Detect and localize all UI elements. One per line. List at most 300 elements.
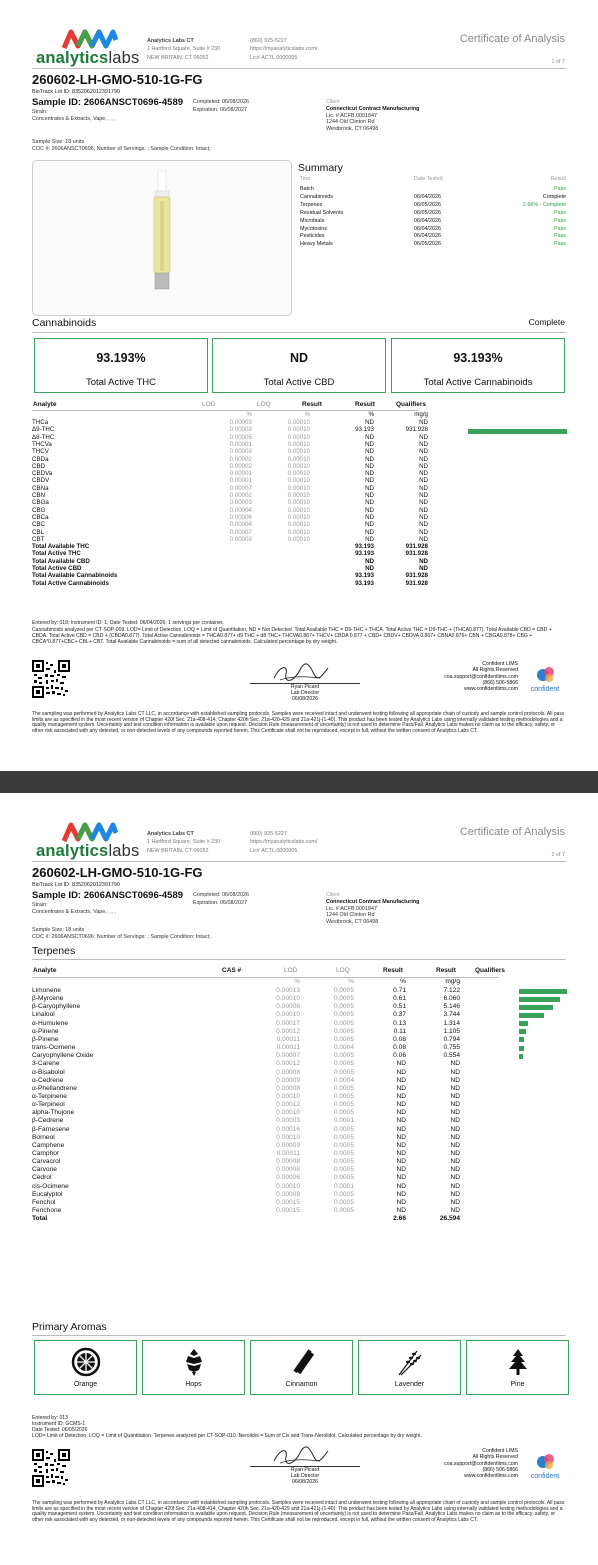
result-mg: ND [450, 1109, 460, 1117]
table-row [32, 448, 428, 456]
analyte-name: Δ8-THC [32, 433, 55, 441]
result-pct: ND [396, 1158, 406, 1166]
loq-value: 0.00010 [287, 440, 310, 448]
result-pct: ND [365, 477, 374, 485]
lod-value: 0.00003 [229, 419, 252, 426]
total-mg: ND [419, 565, 428, 572]
result-mg: ND [450, 1084, 460, 1092]
summary-test: Mycotoxins [300, 225, 327, 232]
aroma-pine: Pine [466, 1340, 569, 1395]
table-row [32, 1183, 472, 1191]
result-pct: ND [396, 1166, 406, 1174]
result-pct: ND [365, 535, 374, 543]
total-pct: 93.193 [355, 579, 374, 587]
analyte-name: α-Terpineol [32, 1101, 65, 1109]
analyte-name: Eucalyptol [32, 1190, 63, 1198]
terpene-bar [519, 1021, 528, 1026]
result-mg: ND [419, 448, 428, 456]
summary-row [298, 233, 566, 240]
analyte-name: CBCa [32, 513, 49, 521]
lod-value: 0.00009 [276, 1076, 300, 1084]
confident-logo: confident [525, 1453, 565, 1485]
result-pct: ND [365, 521, 374, 529]
loq-value: 0.0005 [333, 1052, 354, 1060]
result-pct: ND [396, 1174, 406, 1182]
lod-value: 0.00001 [229, 440, 252, 448]
result-pct: ND [396, 1182, 406, 1190]
result-pct: ND [365, 528, 374, 536]
terpene-bar [519, 1054, 523, 1059]
total-mg: 931.928 [405, 572, 428, 580]
table-row [32, 995, 472, 1003]
lod-value: 0.00010 [276, 1133, 300, 1141]
client-info: Client Connecticut Contract Manufacturing Lic. # ACFB.0001847 1244 Old Clinton Rd Westbrook, CT 06498 [326, 892, 420, 926]
analyte-name: α-Phellandrene [32, 1084, 77, 1092]
analyte-name: CBD [32, 462, 46, 470]
table-row [32, 987, 472, 995]
table-row [32, 1044, 472, 1052]
result-pct: ND [396, 1141, 406, 1149]
analyte-name: CBT [32, 535, 45, 543]
lab-website-link[interactable]: https://myanalyticslabs.com/ [250, 839, 318, 846]
cannabinoids-title: Cannabinoids [32, 317, 97, 329]
aroma-hops: Hops [142, 1340, 245, 1395]
loq-value: 0.00010 [287, 455, 310, 463]
disclaimer: The sampling was performed by Analytics Labs CT LLC, in accordance with established sampling protocols. Samples were received intact and underwent testing following all appropriate chain of custody and sample control protocols. All pass limits are as specified in the most recent version of Chapter 420f Sec. 21a-408-414, Chapter 420h Sec. 21a-420-429 and 21a-421j-(1-40). This product has been tested by Analytics Labs using internally validated testing methodologies and a quality management system. Uncertainty and test condition information is available upon request. Decision Rule (measurement of uncertainty) is not used to determine Pass/Fail. Analytics Labs makes no claim as to the efficacy, safety, or other risk associated with any detected, or non-detected levels of any compounds reported herein. This Certificate shall not be reproduced, except in full, without the written consent of Analytics Labs CT. [32, 711, 565, 734]
total-pct: 2.66 [393, 1215, 406, 1223]
strain-info: Strain: Concentrates & Extracts, Vape, , , , [32, 902, 116, 915]
signature-icon [270, 662, 330, 684]
lod-value: 0.00013 [276, 987, 300, 994]
result-mg: ND [419, 499, 428, 507]
result-pct: ND [396, 1150, 406, 1157]
footnote-definitions: Cannabinoids analyzed per CT-SOP-009. LOD= Limit of Detection, LOQ = Limit of Quantitation, ND = Not Detected. Total Available THC = D9-THC + THCA. Total Active THC = D9-THC + (THCA0.877). Total Available CBD = CBD + CBDA. Total Active CBD = CBD + (CBDA0.877). Total Active Cannabinoids = THCA0.877+ d9 THC + d8 THC+ THCVA0.867+ THCV+ CBDA 0.877 + CBD+ CBDV+ CBDVA 0.867+ CBNA0.876+ CBN + CBGA0.878+ CBG + CBCA*0.877+CBC+ CBL+ CBT. Total Available Cannabinoids = sum of all detected cannabinoids. Calculated percentage by dry weight. [32, 627, 552, 646]
qr-code-icon[interactable] [32, 1449, 70, 1487]
loq-value: 0.0005 [333, 1092, 354, 1100]
lavender-icon [395, 1347, 425, 1377]
loq-value: 0.0005 [333, 1198, 354, 1206]
loq-value: 0.0004 [333, 1044, 354, 1052]
result-pct: 0.11 [393, 1027, 406, 1035]
table-row [32, 1060, 472, 1068]
result-mg: ND [450, 1190, 460, 1198]
lod-value: 0.00006 [229, 513, 252, 521]
result-pct: 0.06 [393, 1052, 406, 1060]
result-mg: ND [419, 492, 428, 499]
loq-value: 0.0005 [333, 1207, 354, 1215]
lod-value: 0.00008 [276, 1068, 300, 1076]
analyte-name: THCV [32, 448, 49, 456]
result-mg: ND [419, 433, 428, 441]
lod-value: 0.00010 [276, 1092, 300, 1100]
result-pct: ND [365, 499, 374, 507]
terpene-bar [519, 1013, 544, 1018]
result-mg: 3.744 [443, 1011, 460, 1019]
divider [32, 1335, 566, 1336]
summary-result: Pass [554, 209, 566, 216]
summary-row [298, 202, 566, 209]
result-pct: 0.13 [393, 1019, 406, 1027]
result-mg: ND [419, 477, 428, 485]
loq-value: 0.0005 [333, 1141, 354, 1149]
col-cas: CAS # [222, 967, 242, 974]
summary-date: 06/04/2026 [414, 217, 441, 224]
terpenes-title: Terpenes [32, 945, 76, 957]
lod-value: 0.00003 [276, 1117, 300, 1125]
col-analyte: Analyte [33, 967, 57, 974]
table-row [32, 433, 428, 441]
table-row [32, 1036, 472, 1044]
loq-value: 0.0005 [333, 1019, 354, 1027]
total-row [32, 565, 428, 572]
loq-value: 0.0005 [333, 1125, 354, 1133]
result-mg: ND [450, 1101, 460, 1109]
lod-value: 0.00005 [229, 433, 252, 441]
result-mg: 1.105 [443, 1027, 460, 1035]
result-mg: 7.122 [443, 987, 460, 994]
loq-value: 0.0005 [333, 1166, 354, 1174]
loq-value: 0.0005 [333, 1190, 354, 1198]
summary-date: 06/05/2026 [414, 201, 441, 208]
table-row [32, 1093, 472, 1101]
lims-website-link[interactable]: www.confidentlims.com [464, 1473, 518, 1480]
total-pct: ND [365, 557, 374, 565]
result-mg: 6.060 [443, 995, 460, 1003]
table-row [32, 1166, 472, 1174]
total-name: Total Available THC [32, 543, 90, 551]
result-pct: ND [396, 1076, 406, 1084]
table-row [32, 1069, 472, 1077]
total-row [32, 1215, 472, 1223]
terpene-bar [519, 1046, 524, 1051]
terpene-bar [519, 1029, 526, 1034]
analyte-name: CBDa [32, 455, 49, 463]
table-row [32, 1174, 472, 1182]
lod-value: 0.00007 [229, 484, 252, 492]
analyte-name: CBGa [32, 499, 49, 507]
table-row [32, 1085, 472, 1093]
analyte-name: α-Terpinene [32, 1092, 67, 1100]
table-row [32, 1077, 472, 1085]
total-name: Total Available Cannabinoids [32, 572, 118, 580]
result-mg: ND [450, 1166, 460, 1174]
result-pct: 0.08 [393, 1044, 406, 1052]
total-active-cbd-box: ND Total Active CBD [212, 338, 386, 393]
footnote-entered: Entered by: 019; Instrument ID: 1; Date Tested: 06/04/2026; 1 servings per container. [32, 620, 224, 626]
result-pct: ND [396, 1190, 406, 1198]
terpene-bar [519, 1037, 524, 1042]
lod-value: 0.00010 [276, 1109, 300, 1117]
table-row [32, 1109, 472, 1117]
result-mg: ND [419, 521, 428, 529]
analyte-name: Caryophyllene Oxide [32, 1052, 94, 1060]
loq-value: 0.00010 [287, 513, 310, 521]
summary-row [298, 210, 566, 217]
analyte-name: Carvacrol [32, 1158, 61, 1166]
result-pct: ND [365, 484, 374, 492]
loq-value: 0.0005 [333, 987, 354, 994]
table-row [32, 1150, 472, 1158]
analyte-name: CBDV [32, 477, 50, 485]
summary-test: Cannabinoids [300, 193, 333, 200]
lod-value: 0.00003 [229, 499, 252, 507]
loq-value: 0.00010 [287, 528, 310, 536]
summary-test: Microbials [300, 217, 325, 224]
col-analyte: Analyte [33, 401, 57, 408]
table-row [32, 1142, 472, 1150]
confident-logo-icon [537, 666, 555, 684]
logo-text: analyticslabs [36, 49, 140, 67]
table-row [32, 1126, 472, 1134]
table-row [32, 477, 428, 485]
result-mg: ND [450, 1141, 460, 1149]
analyte-name: cis-Ocimene [32, 1182, 69, 1190]
table-row [32, 1117, 472, 1125]
units-row: % % % mg/g [246, 411, 428, 418]
product-photo [32, 160, 292, 316]
lod-value: 0.00006 [276, 1003, 300, 1011]
analyte-name: CBG [32, 506, 46, 514]
orange-icon [71, 1347, 101, 1377]
total-row [32, 550, 428, 558]
result-pct: ND [396, 1060, 406, 1068]
footnote-entered: Entered by: 013 Instrument ID: GCMS-1 Date Tested: 06/05/2026 LOD= Limit of Detection, LOQ = Limit of Quantitation. Terpenes analyzed per CT-SOP-010. Nerolidol = Sum of Cis and Trans-Nerolidol. Calculated percentage by dry weight. [32, 1415, 422, 1440]
result-mg: ND [419, 455, 428, 463]
result-pct: 0.51 [393, 1003, 406, 1011]
aroma-orange: Orange [34, 1340, 137, 1395]
result-mg: ND [450, 1158, 460, 1166]
test-dates: Completed: 06/08/2026 Expiration: 06/08/2027 [193, 892, 250, 906]
result-mg: 1.314 [443, 1019, 460, 1027]
summary-test: Residual Solvents [300, 209, 344, 216]
lod-value: 0.00011 [276, 1150, 300, 1157]
lod-value: 0.00003 [229, 426, 252, 434]
table-row [32, 1101, 472, 1109]
result-mg: ND [450, 1125, 460, 1133]
result-pct: 0.08 [393, 1035, 406, 1043]
primary-aromas-title: Primary Aromas [32, 1321, 107, 1333]
divider [32, 959, 566, 960]
table-row [32, 470, 428, 478]
lab-address: Analytics Labs CT 1 Hartford Square, Suite # 230 NEW BRITAIN, CT 06052 [147, 38, 221, 61]
analyte-name: trans-Ocimene [32, 1044, 76, 1052]
summary-row [298, 218, 566, 225]
total-name: Total [32, 1215, 48, 1223]
result-pct: ND [365, 419, 374, 426]
total-mg: ND [419, 557, 428, 565]
loq-value: 0.0004 [333, 1076, 354, 1084]
lod-value: 0.00003 [229, 448, 252, 456]
loq-value: 0.0005 [333, 1068, 354, 1076]
result-pct: ND [365, 492, 374, 499]
result-pct: ND [365, 440, 374, 448]
table-row [32, 513, 428, 521]
table-row [32, 535, 428, 543]
result-mg: ND [419, 535, 428, 543]
result-mg: 0.794 [443, 1035, 460, 1043]
total-row [32, 557, 428, 565]
table-row [32, 1011, 472, 1019]
analyte-name: Carvone [32, 1166, 57, 1174]
lims-email-link[interactable]: coa.support@confidentlims.com [444, 673, 518, 680]
lab-contact: (860) 925-5227 https://myanalyticslabs.com/ Lic# ACTL.0000005 [250, 38, 318, 61]
result-pct: ND [365, 448, 374, 456]
total-pct: 93.193 [355, 550, 374, 558]
result-mg: 0.554 [443, 1052, 460, 1060]
loq-value: 0.00010 [287, 477, 310, 485]
result-pct: 0.37 [393, 1011, 406, 1019]
result-pct: ND [396, 1133, 406, 1141]
lod-value: 0.00002 [229, 455, 252, 463]
summary-row [298, 194, 566, 201]
signature-block: Ryan Picard Lab Director 06/08/2026 [250, 660, 360, 700]
logo-text: analyticslabs [36, 842, 140, 860]
analyte-name: alpha-Thujone [32, 1109, 75, 1117]
lod-value: 0.00012 [276, 1101, 300, 1109]
summary-date: 06/04/2026 [414, 233, 441, 240]
loq-value: 0.00010 [287, 448, 310, 456]
strain-info: Strain: Concentrates & Extracts, Vape, , , , [32, 109, 116, 122]
total-name: Total Active Cannabinoids [32, 579, 110, 587]
sample-id: Sample ID: 2606ANSCT0696-4589 [32, 97, 184, 108]
pine-icon [503, 1347, 533, 1377]
analyte-name: THCa [32, 419, 49, 426]
client-info: Client Connecticut Contract Manufacturing Lic. # ACFB.0001847 1244 Old Clinton Rd Westbrook, CT 06498 [326, 99, 420, 133]
lims-email-link[interactable]: coa.support@confidentlims.com [444, 1460, 518, 1467]
loq-value: 0.00010 [287, 433, 310, 441]
document-title: Certificate of Analysis [459, 826, 565, 838]
loq-value: 0.00010 [287, 506, 310, 514]
lod-value: 0.00015 [276, 1207, 300, 1215]
table-row [32, 1134, 472, 1142]
lod-value: 0.00004 [229, 521, 252, 529]
sample-code: 260602-LH-GMO-510-1G-FG [32, 865, 203, 880]
lod-value: 0.00001 [229, 477, 252, 485]
summary-date: 06/04/2026 [414, 193, 441, 200]
col-qualifiers: Qualifiers [396, 401, 426, 408]
lod-value: 0.00002 [229, 492, 252, 499]
result-mg: ND [450, 1117, 460, 1125]
coa-page-2 [0, 793, 598, 1565]
result-pct: ND [365, 506, 374, 514]
result-mg: 0.755 [443, 1044, 460, 1052]
analyte-name: β-Cedrene [32, 1117, 64, 1125]
lod-value: 0.00015 [276, 1198, 300, 1206]
lims-website-link[interactable]: www.confidentlims.com [464, 686, 518, 693]
analytics-labs-logo-icon [62, 821, 118, 843]
summary-test: Heavy Metals [300, 241, 333, 248]
lab-address: Analytics Labs CT 1 Hartford Square, Suite # 230 NEW BRITAIN, CT 06052 [147, 831, 221, 854]
lab-contact: (860) 925-5227 https://myanalyticslabs.com/ Lic# ACTL.0000005 [250, 831, 318, 854]
loq-value: 0.0005 [333, 1150, 354, 1157]
summary-date: 06/05/2026 [414, 209, 441, 216]
loq-value: 0.0005 [333, 1060, 354, 1068]
loq-value: 0.00010 [287, 419, 310, 426]
result-mg: ND [419, 506, 428, 514]
lod-value: 0.00012 [276, 1027, 300, 1035]
confident-logo: confident [525, 666, 565, 698]
result-pct: ND [365, 455, 374, 463]
total-mg: 931.928 [405, 550, 428, 558]
loq-value: 0.0005 [333, 1027, 354, 1035]
total-mg: 26.594 [439, 1215, 460, 1223]
total-row [32, 543, 428, 551]
result-mg: ND [450, 1198, 460, 1206]
lod-value: 0.00007 [229, 528, 252, 536]
analyte-name: CBDVa [32, 470, 53, 478]
result-pct: ND [365, 470, 374, 478]
result-pct: ND [396, 1207, 406, 1215]
col-lod: LOD [284, 967, 298, 974]
loq-value: 0.0001 [333, 1182, 354, 1190]
biotrack-lot-id: BioTrack Lot ID: 8352062012391790 [32, 882, 120, 888]
loq-value: 0.00010 [287, 484, 310, 492]
signature-block: Ryan Picard Lab Director 06/08/2026 [250, 1443, 360, 1483]
lab-website-link[interactable]: https://myanalyticslabs.com/ [250, 46, 318, 53]
table-row [32, 419, 428, 426]
result-mg: 931.928 [405, 426, 428, 434]
result-mg: ND [419, 484, 428, 492]
result-pct: 0.71 [393, 987, 406, 994]
lod-value: 0.00010 [276, 995, 300, 1003]
analyte-name: α-Bisabolol [32, 1068, 65, 1076]
summary-row [298, 226, 566, 233]
result-mg: ND [419, 528, 428, 536]
result-mg: ND [419, 513, 428, 521]
result-mg: ND [450, 1068, 460, 1076]
result-mg: ND [450, 1060, 460, 1068]
result-mg: ND [450, 1076, 460, 1084]
qr-code-icon[interactable] [32, 660, 70, 698]
loq-value: 0.0005 [333, 1133, 354, 1141]
table-row [32, 1199, 472, 1207]
divider [32, 68, 566, 69]
loq-value: 0.00010 [287, 426, 310, 434]
result-pct: ND [396, 1101, 406, 1109]
analyte-name: Cedrol [32, 1174, 52, 1182]
analyte-name: Borneol [32, 1133, 55, 1141]
lod-value: 0.00004 [229, 506, 252, 514]
loq-value: 0.0005 [333, 1101, 354, 1109]
analyte-name: Limonene [32, 987, 61, 994]
cinnamon-icon [287, 1347, 317, 1377]
col-lod: LOD [202, 401, 216, 408]
summary-result: Complete [542, 193, 566, 200]
loq-value: 0.0005 [333, 1084, 354, 1092]
result-mg: ND [450, 1150, 460, 1157]
table-row [32, 1052, 472, 1060]
analyte-name: Camphor [32, 1150, 60, 1157]
summary-result: Pass [554, 225, 566, 232]
col-qualifiers: Qualifiers [475, 967, 505, 974]
result-pct: ND [396, 1092, 406, 1100]
analyte-name: CBN [32, 492, 46, 499]
loq-value: 0.0005 [333, 1109, 354, 1117]
table-row [32, 440, 428, 448]
table-row [32, 462, 428, 470]
lod-value: 0.00008 [276, 1190, 300, 1198]
result-pct: ND [396, 1125, 406, 1133]
loq-value: 0.0005 [333, 1035, 354, 1043]
total-pct: ND [365, 565, 374, 572]
analyte-name: 3-Carene [32, 1060, 60, 1068]
aroma-lavender: Lavender [358, 1340, 461, 1395]
test-dates: Completed: 06/08/2026 Expiration: 06/08/2027 [193, 99, 250, 113]
coa-page-1: analyticslabs Analytics Labs CT 1 Hartford Square, Suite # 230 NEW BRITAIN, CT 06052 (860) 925-5227 https://myanalyticslabs.com/ Lic# ACTL.0000005 Certificate of Analysis 1 of 7 260602-LH-GMO-510-1G-FG BioTrack Lot ID: 8352062012391790 Sample ID: 2606ANSCT0696-4589 Strain: Concentrates & Extracts, Vape, , , , Completed: 06/08/2026 Expiration: 06/08/2027 Client Connecticut Contract Manufacturing Lic. # ACFB.0001847 1244 Old Clinton Rd Westbrook, CT 06498 Sample Size: 18 units COC #: 2606ANSCT0696; Number of Servings: ; Sample Condition: Intact; Summary Test Date Tested Result Batch Pass Cannabinoids 06/04/2026 Complete Terpenes 06/05/2026 2.66% - Complete Residual Solvents 06/05/2026 Pass Microbials 06/04/2026 Pass Mycotoxins 06/04/2026 Pass Pesticides 06/04/2026 Pass Heavy Metals 06/05/2026 Pass Cannabinoids Complete 93.193% Total Active THC ND Total Active CBD 93.193% Total Active Cannabinoids Analyte LOD LOQ Result Result Qualifiers % % % mg/g THCa 0.00003 0.00010 ND ND Δ9-THC 0.00003 0.00010 93.193 931.928 Δ8-THC 0.00005 0.00010 ND ND THCVa 0.00001 0.00010 ND ND THCV 0.00003 0.00010 ND ND CBDa 0.00002 0.00010 ND ND CBD 0.00002 0.00010 ND ND CBDVa 0.00001 0.00010 ND ND CBDV 0.00001 0.00010 ND ND CBNa 0.00007 0.00010 ND ND CBN 0.00002 0.00010 ND ND CBGa 0.00003 0.00010 ND ND CBG 0.00004 0.00010 ND ND CBCa 0.00006 0.00010 ND ND CBC 0.00004 0.00010 ND ND CBL 0.00007 0.00010 ND ND CBT 0.00003 0.00010 ND ND Total Available THC 93.193 931.928 Total Active THC 93.193 931.928 Total Available CBD ND ND Total Active CBD ND ND Total Available Cannabinoids 93.193 931.928 Total Active Cannabinoids 93.193 931.928 Entered by: 019; Instrument ID: 1; Date Tested: 06/04/2026; 1 servings per container. Cannabinoids analyzed per CT-SOP-009. LOD= Limit of Detection, LOQ = Limit of Quantitation, ND = Not Detected. Total Available THC = D9-THC + THCA. Total Active THC = D9-THC + (THCA0.877). Total Available CBD = CBD + CBDA. Total Active CBD = CBD + (CBDA0.877). Total Active Cannabinoids = THCA0.877+ d9 THC + d8 THC+ THCVA0.867+ THCV+ CBDA 0.877 + CBD+ CBDV+ CBDVA 0.867+ CBNA0.876+ CBN + CBGA0.878+ CBG + CBCA*0.877+CBC+ CBL+ CBT. Total Available Cannabinoids = sum of all detected cannabinoids. Calculated percentage by dry weight. Ryan Picard Lab Director 06/08/2026 Confident LIMS All Rights Reserved coa.support@confidentlims.com (866) 506-5866 www.confidentlims.com confident The sampling was performed by Analytics Labs CT LLC, in accordance with established sampling protocols. Samples were received intact and underwent testing following all appropriate chain of custody and sample control protocols. All pass limits are as specified in the most recent version of Chapter 420f Sec. 21a-408-414, Chapter 420h Sec. 21a-420-429 and 21a-421j-(1-40). This product has been tested by Analytics Labs using internally validated testing methodologies and a quality management system. Uncertainty and test condition information is available upon request. Decision Rule (measurement of uncertainty) is not used to determine Pass/Fail. Analytics Labs makes no claim as to the efficacy, safety, or other risk associated with any detected, or non-detected levels of any compounds reported herein. This Certificate shall not be reproduced, except in full, without the written consent of Analytics Labs CT. [0, 0, 598, 771]
lod-value: 0.00009 [276, 1141, 300, 1149]
analyte-name: CBC [32, 521, 46, 529]
total-mg: 931.928 [405, 579, 428, 587]
